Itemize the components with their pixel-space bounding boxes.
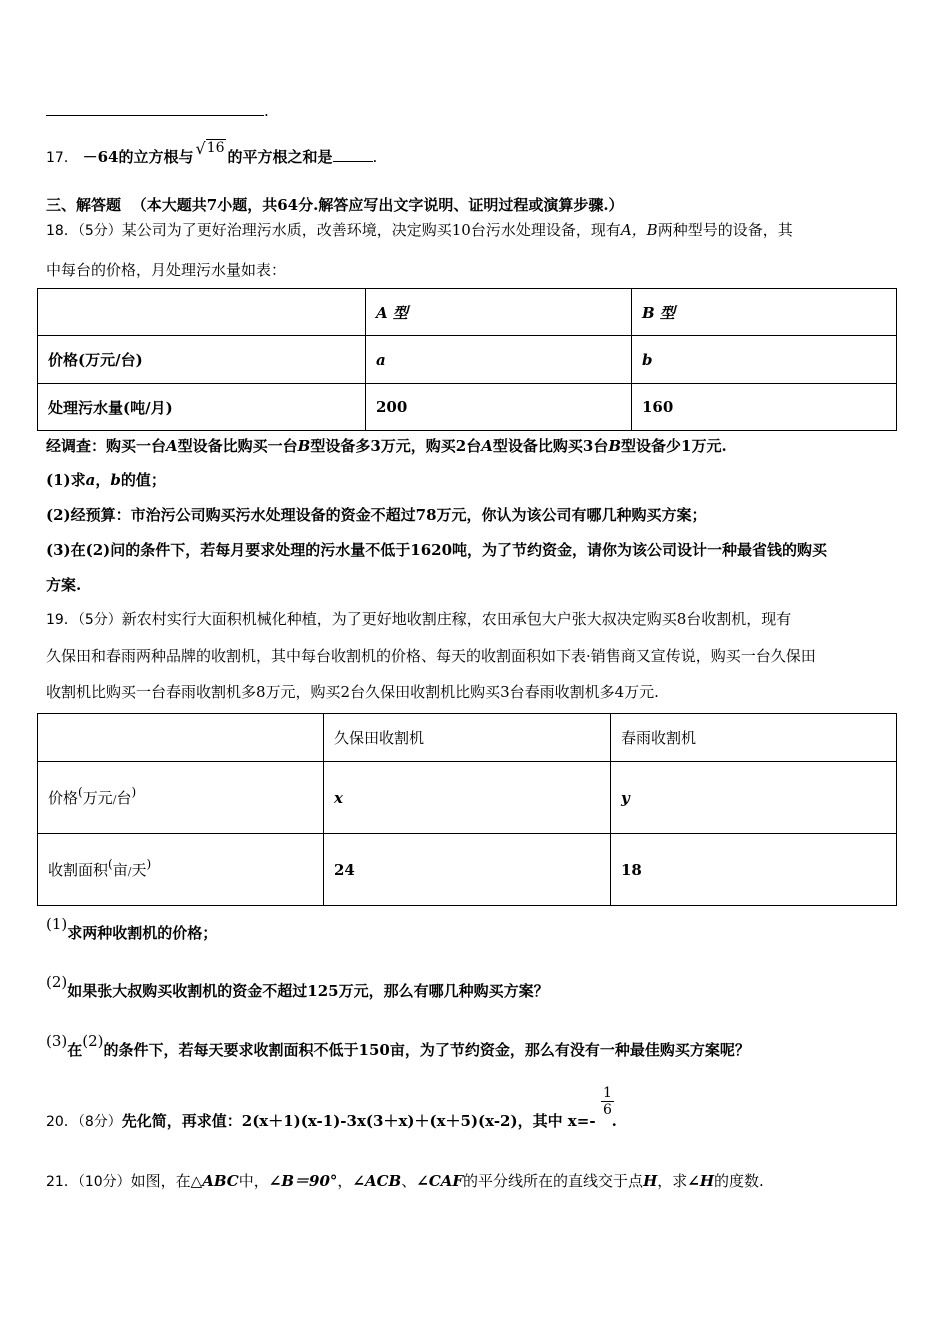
score: （10分） [77, 1174, 131, 1190]
fill-blank[interactable] [333, 147, 373, 162]
question-20: 20．（8分）先化简，再求值：2(x＋1)(x-1)-3x(3＋x)＋(x＋5)(x-2)，其中 x=- . [46, 1112, 617, 1130]
question-number: 17． [46, 150, 78, 166]
fraction-denominator: 6 [603, 1102, 612, 1118]
table-header-empty [38, 289, 366, 336]
sub-question-3-cont: 方案. [46, 576, 82, 594]
question-19-line1: 19．（5分）新农村实行大面积机械化种植，为了更好地收割庄稼，农田承包大户张大叔决定购买8台收割机，现有 [46, 610, 792, 628]
table-cell: 18 [611, 834, 897, 906]
table-cell: 24 [324, 834, 611, 906]
table-row-label-price: 价格(万元/台) [38, 762, 324, 834]
harvester-table [37, 713, 897, 906]
q19-sub-3: (3)在(2)的条件下，若每天要求收割面积不低于150亩，为了节约资金，那么有没有一种最佳购买方案呢？ [46, 1032, 750, 1059]
question-number: 18． [46, 223, 78, 239]
table-header-b: B 型 [632, 289, 897, 336]
question-text-2: 的平方根之和是 [227, 148, 333, 166]
score: （5分） [77, 612, 122, 628]
question-number: 21． [46, 1174, 78, 1190]
fill-blank[interactable] [46, 101, 264, 116]
fraction-numerator: 1 [603, 1085, 612, 1101]
question-number: 20． [46, 1114, 78, 1130]
table-header-kubota: 久保田收割机 [324, 714, 611, 762]
table-cell: x [324, 762, 611, 834]
q19-sub-1: (1)求两种收割机的价格； [46, 915, 218, 942]
section-title: 三、解答题 [46, 196, 122, 214]
table-cell: b [632, 336, 897, 384]
equipment-table [37, 288, 897, 431]
table-header-a: A 型 [366, 289, 632, 336]
q19-sub-2: (2)如果张大叔购买收割机的资金不超过125万元，那么有哪几种购买方案？ [46, 973, 549, 1000]
table-cell: 160 [632, 384, 897, 431]
table-header-empty [38, 714, 324, 762]
table-row-label-area: 收割面积(亩/天) [38, 834, 324, 906]
question-21: 21．（10分）如图，在△ABC中，∠B＝90°，∠ACB、∠CAF的平分线所在的直线交于点H，求∠H的度数. [46, 1172, 764, 1190]
question-19-line2: 久保田和春雨两种品牌的收割机，其中每台收割机的价格、每天的收割面积如下表·销售商又宣传说，购买一台久保田 [46, 647, 816, 665]
question-text: －64的立方根与 [82, 148, 194, 166]
section-note: （本大题共7小题，共64分.解答应写出文字说明、证明过程或演算步骤.） [131, 196, 624, 214]
question-18-line2: 中每台的价格，月处理污水量如表： [46, 261, 287, 279]
table-cell: a [366, 336, 632, 384]
table-header-chunyu: 春雨收割机 [611, 714, 897, 762]
answer-blank-line: . [46, 100, 269, 122]
table-cell: 处理污水量(吨/月) [38, 384, 366, 431]
score: （5分） [77, 223, 122, 239]
sub-question-1: (1)求a，b的值； [46, 471, 166, 489]
fraction [601, 1085, 614, 1118]
question-19-line3: 收割机比购买一台春雨收割机多8万元，购买2台久保田收割机比购买3台春雨收割机多4万元. [46, 683, 659, 701]
sqrt-expression: √16 [195, 139, 225, 158]
sub-question-3: (3)在(2)问的条件下，若每月要求处理的污水量不低于1620吨，为了节约资金，请你为该公司设计一种最省钱的购买 [46, 541, 828, 559]
sub-question-2: (2)经预算：市治污公司购买污水处理设备的资金不超过78万元，你认为该公司有哪几种购买方案； [46, 506, 707, 524]
table-cell: 价格(万元/台) [38, 336, 366, 384]
table-cell: 200 [366, 384, 632, 431]
survey-text: 经调查：购买一台A型设备比购买一台B型设备多3万元，购买2台A型设备比购买3台B型设备少1万元. [46, 437, 727, 455]
question-18-line1: 18．（5分）某公司为了更好治理污水质，改善环境，决定购买10台污水处理设备，现有A，B两种型号的设备，其 [46, 221, 793, 239]
section-heading [46, 194, 624, 216]
question-17: 17． －64的立方根与 √16 的平方根之和是 . [46, 139, 378, 166]
table-cell: y [611, 762, 897, 834]
score: （8分） [77, 1114, 122, 1130]
question-number: 19． [46, 612, 78, 628]
